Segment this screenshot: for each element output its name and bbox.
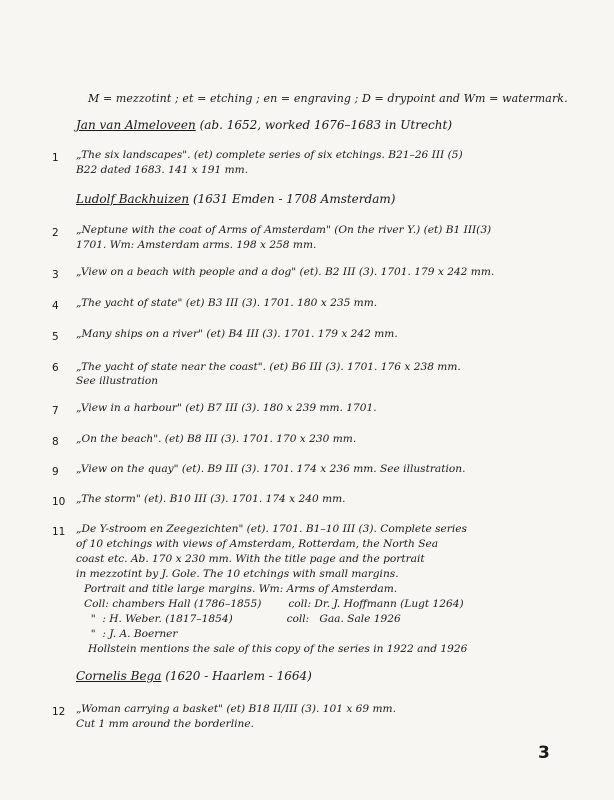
artist-dates: (1620 - Haarlem - 1664) — [165, 669, 312, 683]
entry-text-line: coast etc. Ab. 170 x 230 mm. With the title page and the portrait — [76, 553, 425, 565]
artist-name: Cornelis Bega — [76, 669, 162, 683]
entry-number: 4 — [52, 300, 59, 312]
artist-dates: (ab. 1652, worked 1676–1683 in Utrecht) — [199, 118, 452, 132]
entry-text-line: „Neptune with the coat of Arms of Amsterdam" (On the river Y.) (et) B1 III(3) — [76, 224, 492, 236]
hollstein-note: Hollstein mentions the sale of this copy of the series in 1922 and 1926 — [88, 643, 468, 655]
entry-text-line: „The yacht of state near the coast". (et) B6 III (3). 1701. 176 x 238 mm. — [76, 361, 461, 373]
entry-number: 7 — [52, 405, 59, 417]
entry-text-line: 1701. Wm: Amsterdam arms. 198 x 258 mm. — [76, 239, 317, 251]
abbreviation-legend: M = mezzotint ; et = etching ; en = engraving ; D = drypoint and Wm = watermark. — [88, 92, 568, 105]
artist-name: Jan van Almeloveen — [76, 118, 196, 132]
artist-heading-backhuizen — [76, 192, 395, 206]
artist-heading-bega — [76, 669, 312, 683]
entry-number: 10 — [52, 496, 66, 508]
entry-text-line: „View on a beach with people and a dog" (et). B2 III (3). 1701. 179 x 242 mm. — [76, 266, 495, 278]
entry-text-line: „The storm" (et). B10 III (3). 1701. 174 x 240 mm. — [76, 493, 346, 505]
entry-text-line: of 10 etchings with views of Amsterdam, Rotterdam, the North Sea — [76, 538, 439, 550]
entry-number: 8 — [52, 436, 59, 448]
entry-text-line: in mezzotint by J. Gole. The 10 etchings with small margins. — [76, 568, 399, 580]
entry-text-line: „On the beach". (et) B8 III (3). 1701. 170 x 230 mm. — [76, 433, 357, 445]
entry-number: 6 — [52, 362, 59, 374]
collection-line: " : H. Weber. (1817–1854) coll: Gaa. Sale 1926 — [84, 613, 401, 625]
entry-number: 12 — [52, 706, 66, 718]
entry-text-line: B22 dated 1683. 141 x 191 mm. — [76, 164, 249, 176]
entry-number: 11 — [52, 526, 66, 538]
entry-number: 3 — [52, 269, 59, 281]
entry-text-line: „View in a harbour" (et) B7 III (3). 180 x 239 mm. 1701. — [76, 402, 377, 414]
artist-dates: (1631 Emden - 1708 Amsterdam) — [192, 192, 396, 206]
entry-number: 5 — [52, 331, 59, 343]
artist-heading-almeloveen — [76, 118, 452, 132]
entry-text-line: „The six landscapes". (et) complete series of six etchings. B21–26 III (5) — [76, 149, 463, 161]
entry-text-line: „View on the quay" (et). B9 III (3). 1701. 174 x 236 mm. See illustration. — [76, 463, 466, 475]
entry-text-line: Cut 1 mm around the borderline. — [76, 718, 254, 730]
entry-number: 9 — [52, 466, 59, 478]
entry-text-line: See illustration — [76, 375, 159, 387]
artist-name: Ludolf Backhuizen — [76, 192, 190, 206]
collection-line: " : J. A. Boerner — [84, 628, 178, 640]
entry-text-line: „Woman carrying a basket" (et) B18 II/III (3). 101 x 69 mm. — [76, 703, 396, 715]
entry-number: 2 — [52, 227, 59, 239]
entry-number: 1 — [52, 152, 59, 164]
entry-text-line: „De Y-stroom en Zeegezichten" (et). 1701. B1–10 III (3). Complete series — [76, 523, 467, 535]
page-number: 3 — [538, 743, 550, 763]
entry-text-line: „Many ships on a river" (et) B4 III (3). 1701. 179 x 242 mm. — [76, 328, 398, 340]
collection-line: Coll: chambers Hall (1786–1855) coll: Dr. J. Hoffmann (Lugt 1264) — [84, 598, 464, 610]
entry-text-line: Portrait and title large margins. Wm: Arms of Amsterdam. — [84, 583, 398, 595]
entry-text-line: „The yacht of state" (et) B3 III (3). 1701. 180 x 235 mm. — [76, 297, 378, 309]
